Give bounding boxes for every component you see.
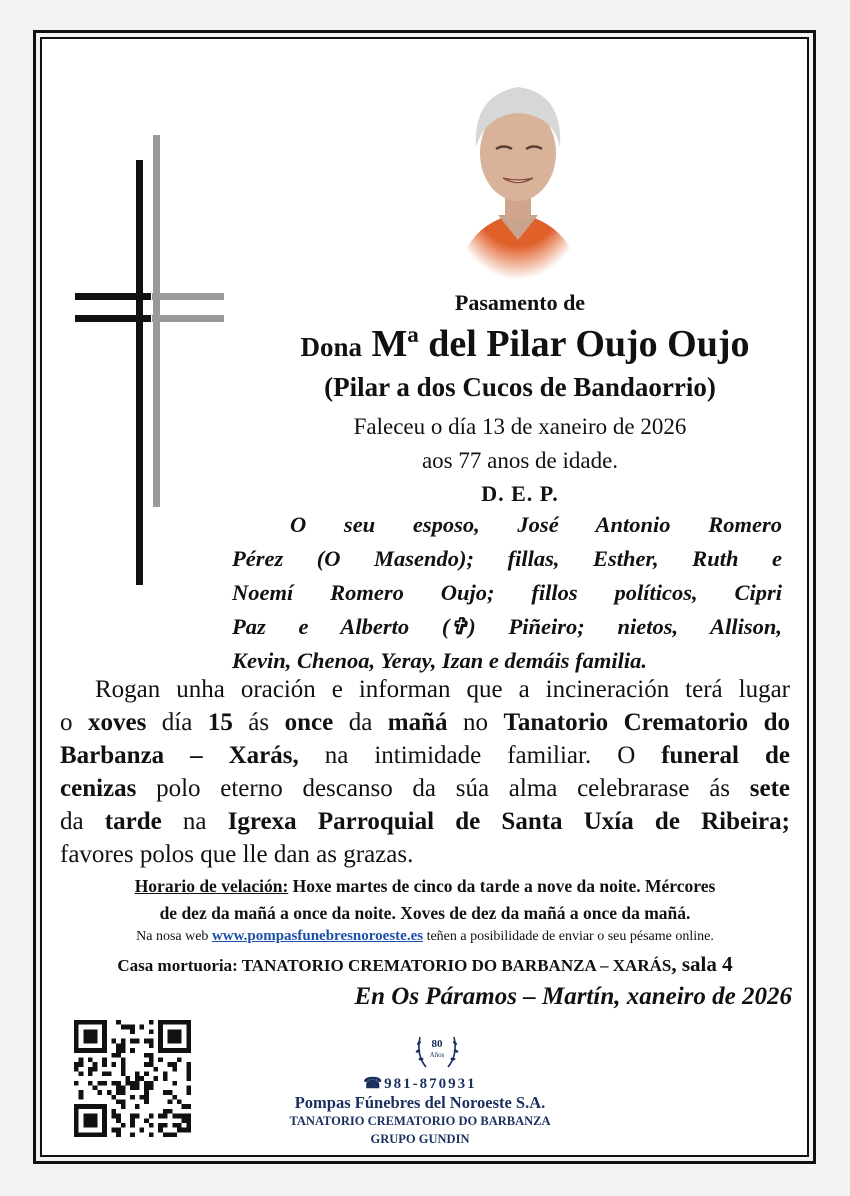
death-date: Faleceu o día 13 de xaneiro de 2026 bbox=[353, 414, 687, 439]
family-line: Pérez (O Masendo); fillas, Esther, Ruth e bbox=[232, 546, 782, 571]
service-line: favores polos que lle dan as grazas. bbox=[60, 841, 414, 868]
service-line: Barbanza – Xarás, na intimidade familiar. O funeral de bbox=[60, 742, 790, 769]
phone-number[interactable]: ☎981-870931 bbox=[363, 1076, 477, 1092]
name-prefix: Dona bbox=[300, 332, 362, 362]
dep: D. E. P. bbox=[481, 481, 559, 506]
qr-code[interactable] bbox=[74, 1020, 191, 1137]
laurel-logo bbox=[412, 1025, 462, 1073]
age: aos 77 anos de idade. bbox=[421, 448, 619, 473]
viewing-label: Horario de velación: bbox=[134, 876, 289, 896]
place-date: En Os Páramos – Martín, xaneiro de 2026 bbox=[354, 983, 792, 1010]
service-text bbox=[60, 673, 790, 871]
funeral-home: Casa mortuoria: TANATORIO CREMATORIO DO BARBANZA – XARÁS, sala 4 bbox=[117, 952, 733, 976]
heading: Pasamento de bbox=[454, 290, 586, 315]
viewing-hours: Horario de velación: Hoxe martes de cinco da tarde a nove da noite. Mércores de dez da mañá a once da noite. Xoves de dez da mañá a once da mañá. bbox=[134, 876, 716, 923]
service-line: cenizas polo eterno descanso da súa alma celebrarase ás sete bbox=[60, 775, 790, 802]
svg-text:Años: Años bbox=[429, 1051, 445, 1059]
service-line: Rogan unha oración e informan que a incineración terá lugar bbox=[95, 676, 790, 703]
company-name: Pompas Fúnebres del Noroeste S.A. bbox=[294, 1093, 546, 1112]
nickname: (Pilar a dos Cucos de Bandaorrio) bbox=[324, 372, 716, 402]
web-note: Na nosa web www.pompasfunebresnoroeste.es teñen a posibilidade de enviar o seu pésame online. bbox=[136, 928, 714, 944]
family-line: Paz e Alberto (✞) Piñeiro; nietos, Allison, bbox=[232, 614, 782, 639]
family-line: Kevin, Chenoa, Yeray, Izan e demáis familia. bbox=[232, 648, 648, 673]
group-name: GRUPO GUNDIN bbox=[370, 1132, 470, 1146]
deceased-name bbox=[240, 322, 810, 366]
family-list bbox=[232, 508, 782, 678]
svg-text:80: 80 bbox=[431, 1038, 443, 1050]
service-line: o xoves día 15 ás once da mañá no Tanatorio Crematorio do bbox=[60, 709, 791, 736]
cross-icon bbox=[72, 135, 232, 595]
website-link[interactable]: www.pompasfunebresnoroeste.es bbox=[211, 928, 424, 944]
tanatorio-name: TANATORIO CREMATORIO DO BARBANZA bbox=[289, 1114, 551, 1128]
phone-icon: ☎ bbox=[363, 1076, 385, 1092]
name-full: Mª del Pilar Oujo Oujo bbox=[371, 323, 750, 365]
family-line: Noemí Romero Oujo; fillos políticos, Cipri bbox=[232, 580, 782, 605]
family-line: O seu esposo, José Antonio Romero bbox=[290, 512, 782, 537]
portrait-photo bbox=[448, 75, 588, 280]
service-line: da tarde na Igrexa Parroquial de Santa Uxía de Ribeira; bbox=[60, 808, 790, 835]
